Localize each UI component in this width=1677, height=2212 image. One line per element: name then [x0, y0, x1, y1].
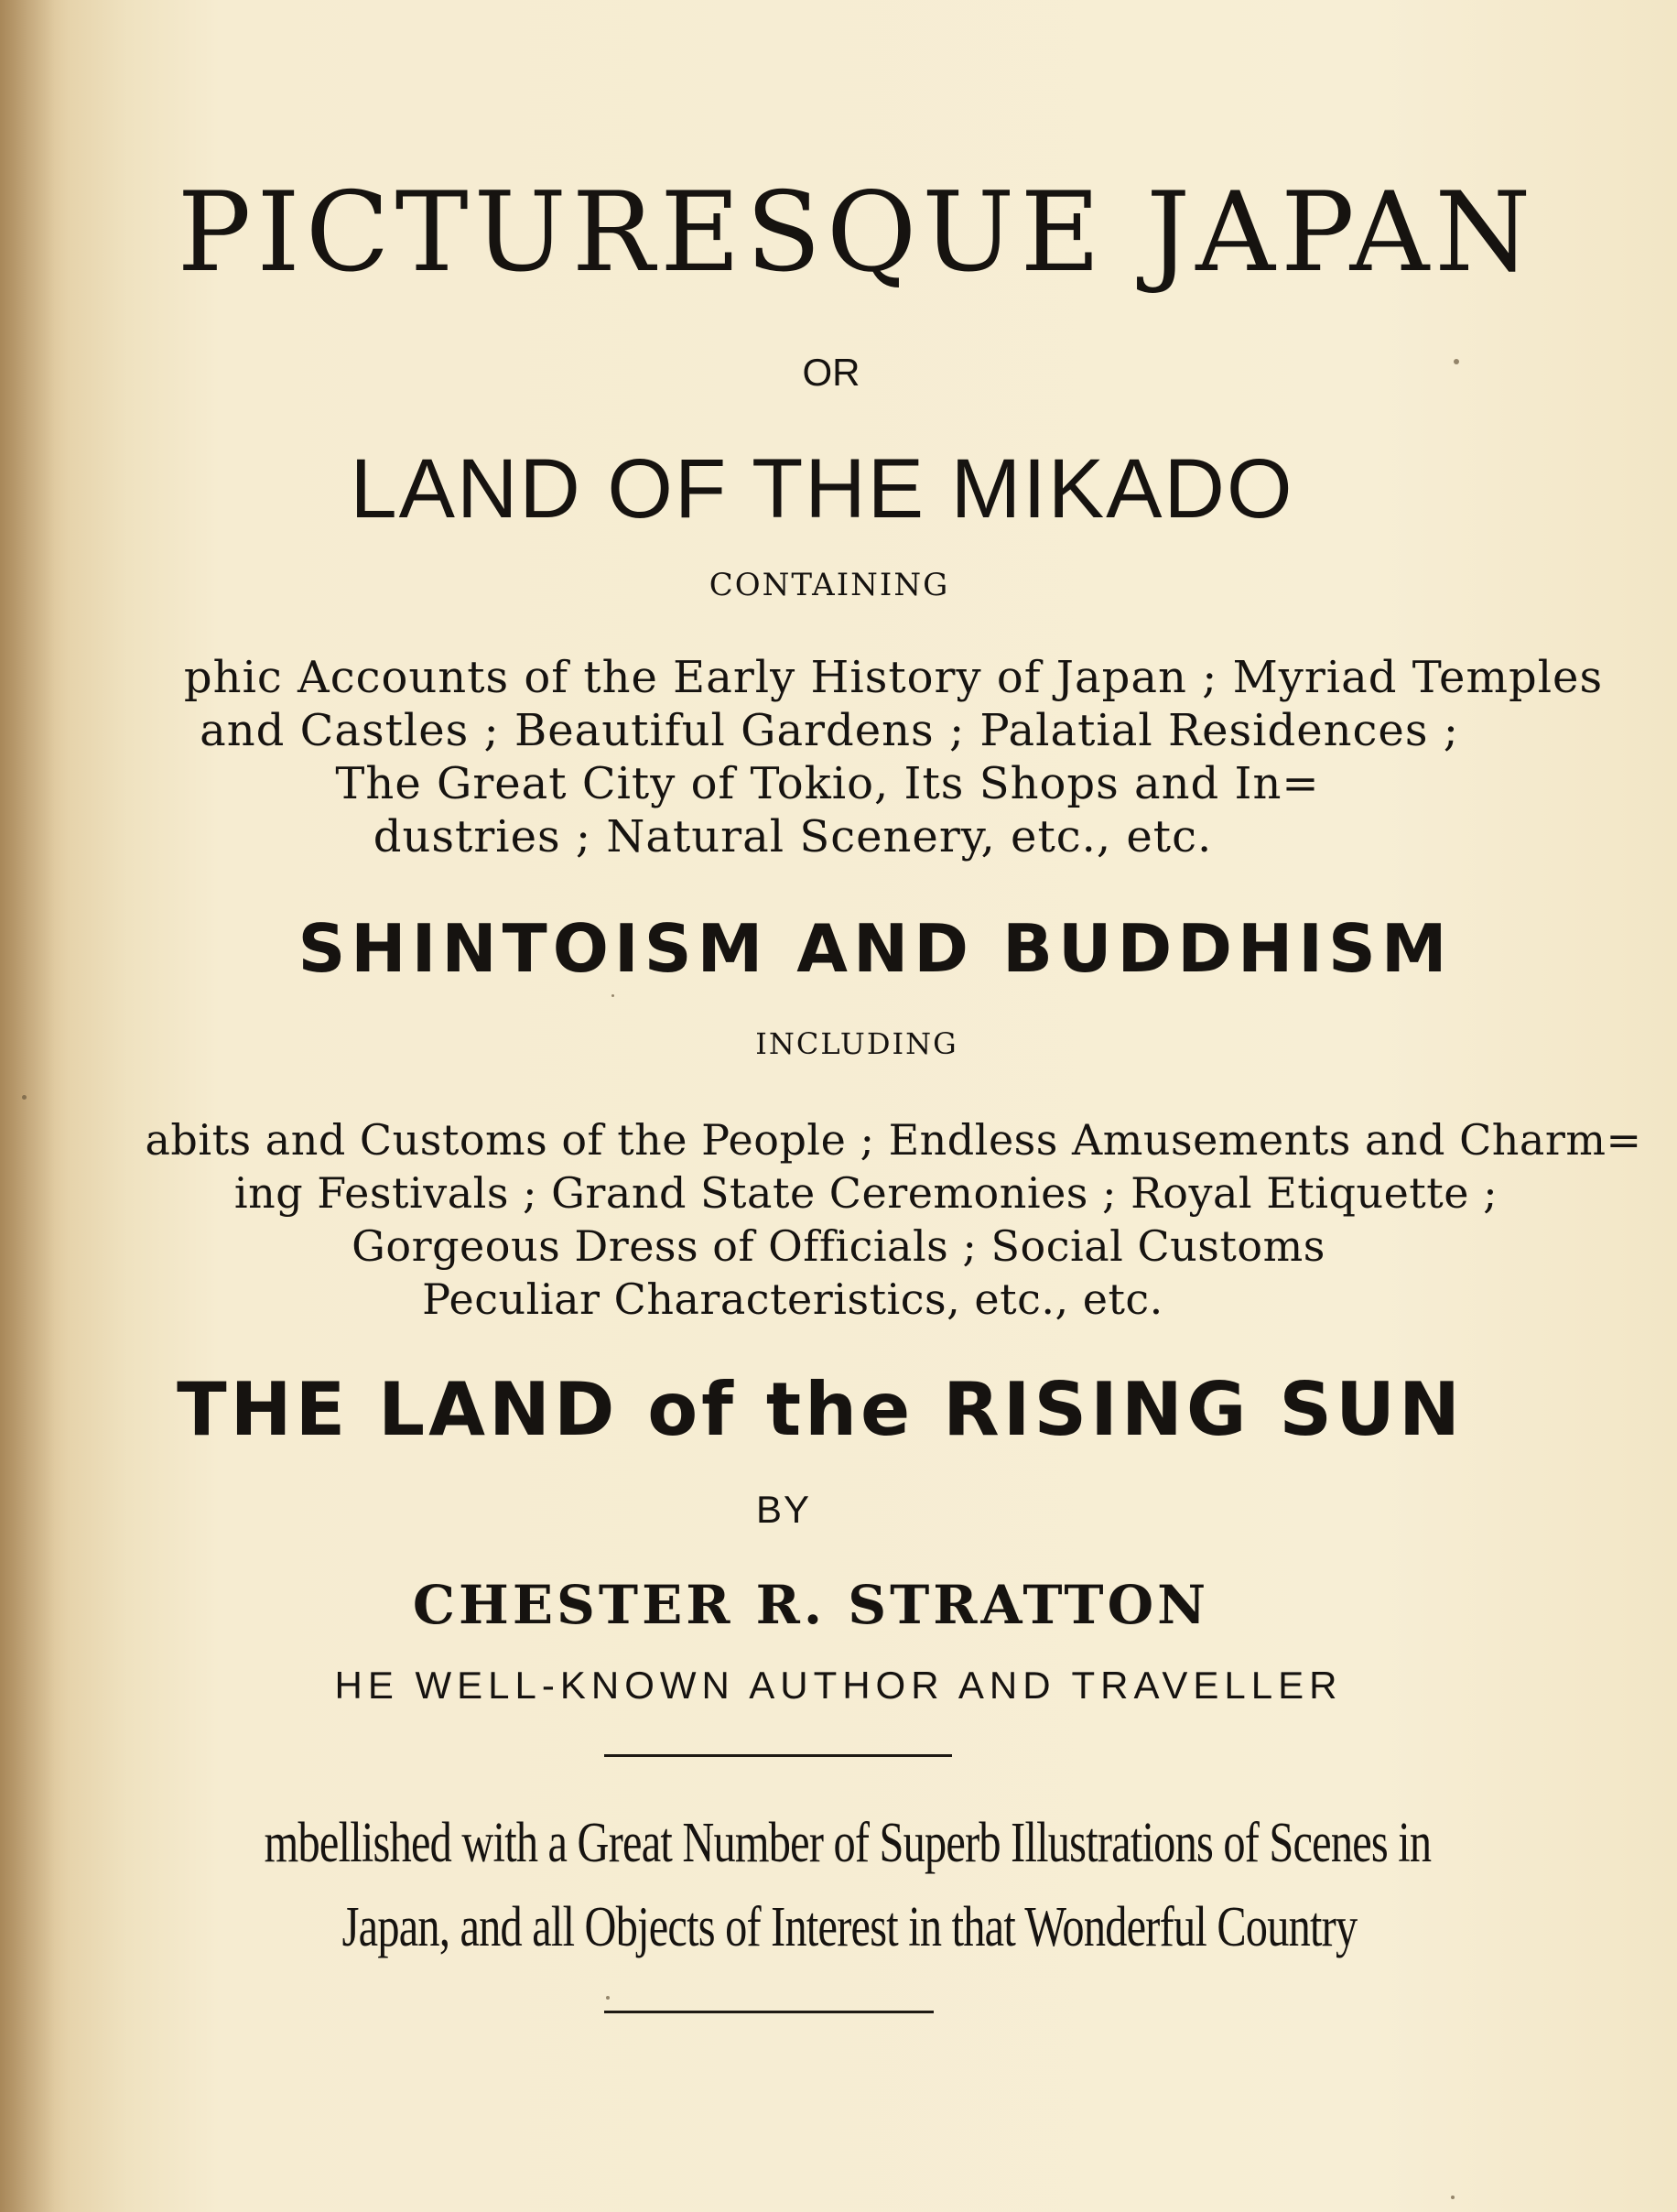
paper-speck	[1451, 2196, 1455, 2199]
contents-line: and Castles ; Beautiful Gardens ; Palatial Residences ;	[200, 705, 1459, 756]
author-name: CHESTER R. STRATTON	[412, 1574, 1210, 1636]
paper-speck	[606, 1996, 610, 2000]
section-heading: THE LAND of the RISING SUN	[177, 1367, 1464, 1452]
book-subtitle: LAND OF THE MIKADO	[350, 442, 1294, 536]
illustration-note-line: Japan, and all Objects of Interest in that Wonderful Country	[341, 1896, 1358, 1958]
including-label: INCLUDING	[755, 1026, 958, 1061]
contents-line: Gorgeous Dress of Officials ; Social Customs	[352, 1221, 1325, 1271]
contents-line: abits and Customs of the People ; Endless Amusements and Charm=	[145, 1115, 1642, 1165]
author-description: HE WELL-KNOWN AUTHOR AND TRAVELLER	[334, 1664, 1343, 1707]
book-title: PICTURESQUE JAPAN	[177, 169, 1537, 297]
divider	[604, 1754, 952, 1757]
section-heading: SHINTOISM AND BUDDHISM	[298, 910, 1453, 987]
contents-line: dustries ; Natural Scenery, etc., etc.	[373, 811, 1213, 862]
or-connector: OR	[802, 351, 860, 394]
divider	[604, 2011, 934, 2013]
paper-speck	[611, 994, 614, 997]
paper-speck	[22, 1095, 27, 1100]
contents-line: Peculiar Characteristics, etc., etc.	[422, 1274, 1163, 1324]
illustration-note-line: mbellished with a Great Number of Superb Illustrations of Scenes in	[264, 1812, 1432, 1874]
contents-line: ing Festivals ; Grand State Ceremonies ; Royal Etiquette ;	[233, 1168, 1498, 1218]
contents-line: The Great City of Tokio, Its Shops and In=	[335, 758, 1320, 809]
containing-label: CONTAINING	[709, 567, 950, 603]
by-label: BY	[755, 1488, 812, 1531]
contents-line: phic Accounts of the Early History of Japan ; Myriad Temples	[183, 652, 1604, 703]
paper-speck	[1454, 359, 1459, 364]
